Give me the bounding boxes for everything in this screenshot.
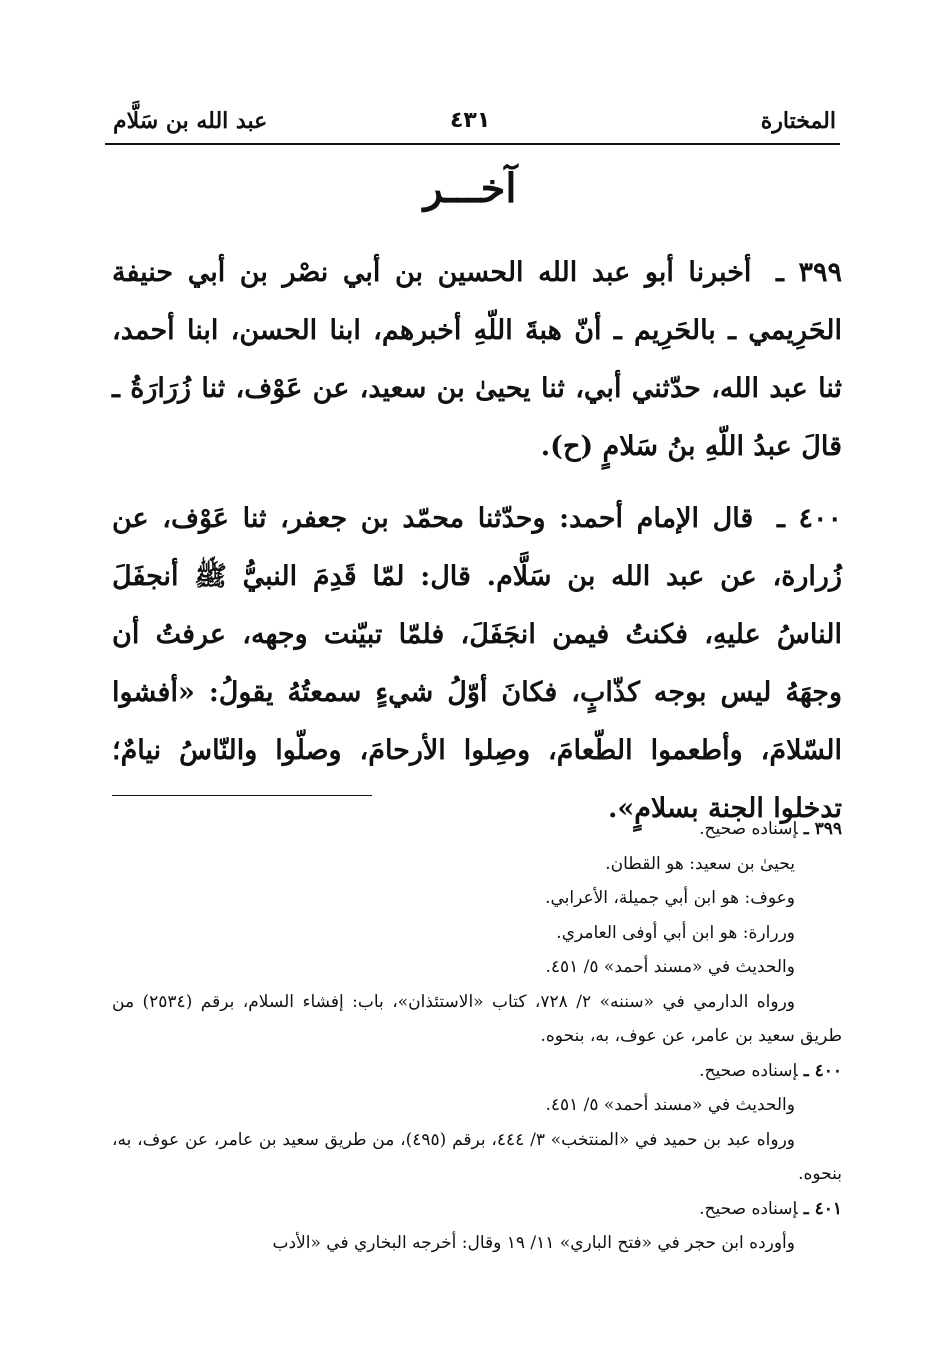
footnote-line: وررارة: هو ابن أبي أوفى العامري. bbox=[556, 922, 795, 943]
header-divider bbox=[105, 143, 840, 145]
footnote-line bbox=[112, 985, 842, 1054]
running-head-book-title: المختارة bbox=[760, 108, 836, 134]
footnote-line: والحديث في «مسند أحمد» ٥/ ٤٥١. bbox=[545, 1095, 795, 1115]
footnote-number: ٤٠١ ـ bbox=[803, 1198, 842, 1219]
footnote-line: وأورده ابن حجر في «فتح الباري» ١١/ ١٩ وقال: أخرجه البخاري في «الأدب bbox=[272, 1233, 795, 1253]
footnote-divider bbox=[112, 795, 372, 796]
footnote-number: ٣٩٩ ـ bbox=[803, 819, 842, 839]
footnote-line bbox=[112, 1192, 842, 1227]
footnote-text: إسناده صحيح. bbox=[699, 1060, 798, 1081]
hadith-text: أخبرنا أبو عبد الله الحسين بن أبي نصْر بن أبي حنيفة الحَرِيمي ـ بالحَرِيم ـ أنّ هبةَ اللّهِ أخبرهم، ابنا الحسن، ابنا أحمد، ثنا عبد الله، حدّثني أبي، ثنا يحيىٰ بن سعيد، عن عَوْف، ثنا زُرَارَةُ ـ قالَ عبدُ اللّهِ بنُ سَلامٍ (ح). bbox=[112, 257, 842, 462]
running-head-chapter: عبد الله بن سَلَّام bbox=[113, 108, 268, 134]
section-title: آخـــر bbox=[423, 165, 517, 212]
hadith-number: ٣٩٩ ـ bbox=[775, 257, 842, 288]
footnote-text: إسناده صحيح. bbox=[699, 819, 798, 839]
footnote-text: ورواه عبد بن حميد في «المنتخب» ٣/ ٤٤٤، برقم (٤٩٥)، من طريق سعيد بن عامر، عن عوف، به، بنحوه. bbox=[112, 1129, 842, 1184]
page-number: ٤٣١ bbox=[450, 108, 491, 133]
footnote-line: وعوف: هو ابن أبي جميلة، الأعرابي. bbox=[545, 888, 795, 908]
hadith-399 bbox=[112, 244, 842, 476]
footnote-number: ٤٠٠ ـ bbox=[803, 1060, 842, 1081]
footnotes bbox=[112, 812, 842, 1261]
footnote-text: ورواه الدارمي في «سننه» ٢/ ٧٢٨، كتاب «الاستئذان»، باب: إفشاء السلام، برقم (٢٥٣٤) من طريق سعيد بن عامر، عن عوف، به، بنحوه. bbox=[112, 991, 842, 1046]
hadith-number: ٤٠٠ ـ bbox=[776, 503, 843, 534]
footnote-line bbox=[112, 1123, 842, 1192]
footnote-line: يحيىٰ بن سعيد: هو القطان. bbox=[605, 853, 795, 874]
footnote-line bbox=[112, 1054, 842, 1089]
footnote-text: إسناده صحيح. bbox=[699, 1198, 798, 1219]
hadith-400 bbox=[112, 490, 842, 838]
footnote-line bbox=[112, 812, 842, 847]
hadith-text: قال الإمام أحمد: وحدّثنا محمّد بن جعفر، ثنا عَوْف، عن زُرارة، عن عبد الله بن سَلَّام. قال: لمّا قَدِمَ النبيُّ ﷺ أنجفَلَ الناسُ عليهِ، فكنتُ فيمن انجَفَلَ، فلمّا تبيّنت وجهه، عرفتُ أن وجهَهُ ليس بوجه كذّابٍ، فكانَ أوّلُ شيءٍ سمعتُهُ يقولُ: «أفشوا السّلامَ، وأطعموا الطّعامَ، وصِلوا الأرحامَ، وصلّوا والنّاسُ نيامٌ؛ تدخلوا الجنة بسلامٍ». bbox=[112, 503, 842, 824]
footnote-line: والحديث في «مسند أحمد» ٥/ ٤٥١. bbox=[545, 957, 795, 977]
page-header bbox=[105, 100, 840, 142]
